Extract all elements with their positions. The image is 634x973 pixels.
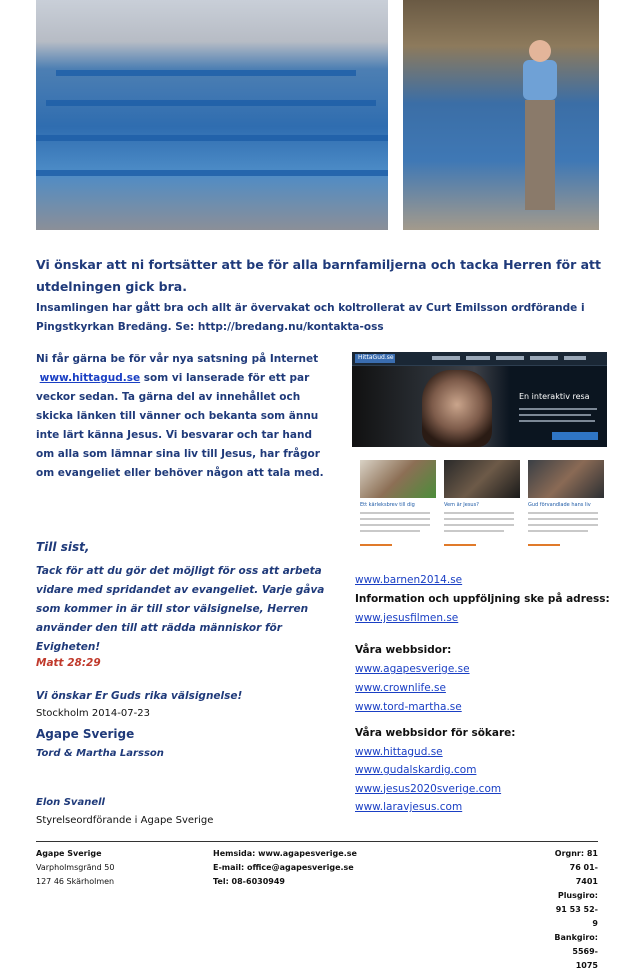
card-text-line bbox=[528, 512, 598, 514]
card-text-line bbox=[360, 530, 420, 532]
closing-line: som kommer in är till stor välsignelse, Herren bbox=[36, 603, 309, 615]
card-image bbox=[444, 460, 520, 498]
warehouse-photo bbox=[36, 0, 388, 230]
man-figure bbox=[523, 60, 557, 100]
prayer-line: inte lärt känna Jesus. Vi besvarar och tar hand bbox=[36, 429, 312, 441]
card-image bbox=[360, 460, 436, 498]
footer-email: E-mail: office@agapesverige.se bbox=[213, 863, 354, 872]
seeker-sites bbox=[355, 724, 515, 817]
crownlife-link[interactable]: www.crownlife.se bbox=[355, 682, 446, 694]
man-in-warehouse-photo bbox=[403, 0, 599, 230]
site-card bbox=[444, 460, 520, 550]
closing-line: Evigheten! bbox=[36, 641, 101, 653]
gudalskardig-link[interactable]: www.gudalskardig.com bbox=[355, 764, 477, 776]
footer-org-name: Agape Sverige bbox=[36, 849, 102, 858]
footer-tel: Tel: 08-6030949 bbox=[213, 877, 285, 886]
footer-divider bbox=[36, 841, 598, 842]
nav-item bbox=[530, 356, 558, 360]
closing-line: vidare med spridandet av evangeliet. Varje gåva bbox=[36, 584, 325, 596]
prayer-line: om evangeliet eller behöver någon att tala med. bbox=[36, 467, 324, 479]
our-sites-title: Våra webbsidor: bbox=[355, 644, 452, 656]
prayer-line: Ni får gärna be för vår nya satsning på Internet bbox=[36, 353, 319, 365]
hittagud-link[interactable]: www.hittagud.se bbox=[39, 372, 141, 384]
shelf-row bbox=[36, 135, 388, 141]
intro-paragraph bbox=[36, 299, 616, 337]
footer-address bbox=[36, 847, 114, 889]
shelf-row bbox=[46, 100, 376, 106]
card-title: Ett kärleksbrev till dig bbox=[360, 502, 415, 508]
man-legs bbox=[525, 100, 555, 210]
chair-title: Styrelseordförande i Agape Sverige bbox=[36, 815, 214, 826]
agapesverige-link[interactable]: www.agapesverige.se bbox=[355, 663, 470, 675]
hero-button bbox=[552, 432, 598, 440]
laravjesus-link[interactable]: www.laravjesus.com bbox=[355, 801, 463, 813]
shelf-row bbox=[36, 170, 388, 176]
main-heading bbox=[36, 254, 606, 298]
hero-text-line bbox=[519, 408, 597, 410]
card-text-line bbox=[444, 524, 514, 526]
card-title: Gud förvandlade hans liv bbox=[528, 502, 591, 508]
footer-orgnr: Orgnr: 81 76 01-7401 bbox=[554, 849, 598, 886]
prayer-line bbox=[36, 369, 336, 388]
hero-text-line bbox=[519, 420, 595, 422]
nav-item bbox=[564, 356, 586, 360]
site-hero bbox=[352, 366, 607, 447]
card-read-more bbox=[360, 544, 392, 546]
closing-line: Tack för att du gör det möjligt för oss att arbeta bbox=[36, 565, 322, 577]
intro-line: Pingstkyrkan Bredäng. Se: http://bredang.nu/kontakta-oss bbox=[36, 321, 384, 333]
links-column bbox=[355, 571, 610, 628]
card-title: Vem är Jesus? bbox=[444, 502, 479, 508]
hittagud-link[interactable]: www.hittagud.se bbox=[355, 745, 443, 758]
card-image bbox=[528, 460, 604, 498]
info-text: Information och uppföljning ske på adress: bbox=[355, 593, 610, 605]
our-sites bbox=[355, 641, 470, 717]
org-name: Agape Sverige bbox=[36, 727, 135, 741]
prayer-line: skicka länken till vänner och bekanta som ännu bbox=[36, 410, 319, 422]
prayer-text: som vi lanserade för ett par bbox=[140, 372, 310, 384]
card-text-line bbox=[360, 518, 430, 520]
card-read-more bbox=[528, 544, 560, 546]
blessing: Vi önskar Er Guds rika välsignelse! bbox=[36, 690, 243, 702]
tord-martha-link[interactable]: www.tord-martha.se bbox=[355, 701, 462, 713]
intro-line: Insamlingen har gått bra och allt är övervakat och koltrollerat av Curt Emilsson ordförande i bbox=[36, 302, 585, 314]
seeker-sites-title: Våra webbsidor för sökare: bbox=[355, 727, 516, 739]
barnen2014-link[interactable]: www.barnen2014.se bbox=[355, 574, 463, 586]
card-text-line bbox=[360, 524, 430, 526]
man-head bbox=[529, 40, 551, 62]
footer-plusgiro: Plusgiro: 91 53 52-9 bbox=[555, 891, 598, 928]
footer-city: 127 46 Skärholmen bbox=[36, 877, 115, 886]
prayer-paragraph bbox=[36, 350, 336, 483]
card-text-line bbox=[444, 512, 514, 514]
place-date: Stockholm 2014-07-23 bbox=[36, 708, 150, 719]
heading-line: utdelningen gick bra. bbox=[36, 279, 187, 294]
chair-name: Elon Svanell bbox=[36, 797, 105, 808]
hero-text-line bbox=[519, 414, 591, 416]
hero-title: En interaktiv resa bbox=[519, 392, 590, 401]
footer-bank bbox=[554, 847, 598, 973]
closing-line: använder den till att rädda människor för bbox=[36, 622, 282, 634]
jesus2020sverige-link[interactable]: www.jesus2020sverige.com bbox=[355, 782, 502, 795]
prayer-line: om alla som lämnar sina liv till Jesus, har frågor bbox=[36, 448, 320, 460]
footer-web: Hemsida: www.agapesverige.se bbox=[213, 849, 357, 858]
closing-title: Till sist, bbox=[36, 540, 90, 554]
footer-street: Varpholmsgränd 50 bbox=[36, 863, 115, 872]
site-card bbox=[528, 460, 604, 550]
nav-item bbox=[432, 356, 460, 360]
prayer-line: veckor sedan. Ta gärna del av innehållet och bbox=[36, 391, 301, 403]
footer-contact bbox=[213, 847, 357, 889]
hero-portrait bbox=[422, 370, 492, 447]
nav-item bbox=[496, 356, 524, 360]
card-text-line bbox=[360, 512, 430, 514]
hittagud-website-preview bbox=[352, 352, 607, 447]
nav-item bbox=[466, 356, 490, 360]
signers: Tord & Martha Larsson bbox=[36, 748, 164, 759]
card-text-line bbox=[444, 518, 514, 520]
site-logo bbox=[355, 354, 395, 363]
footer-bankgiro: Bankgiro: 5569-1075 bbox=[554, 933, 598, 970]
site-logo-text: HittaGud.se bbox=[358, 354, 394, 361]
site-nav-bar bbox=[352, 352, 607, 366]
card-text-line bbox=[444, 530, 504, 532]
shelf-row bbox=[56, 70, 356, 76]
card-text-line bbox=[528, 530, 588, 532]
card-read-more bbox=[444, 544, 476, 546]
bible-verse: Matt 28:29 bbox=[36, 657, 101, 669]
closing-paragraph bbox=[36, 562, 336, 657]
card-text-line bbox=[528, 524, 598, 526]
card-text-line bbox=[528, 518, 598, 520]
site-card bbox=[360, 460, 436, 550]
heading-line: Vi önskar att ni fortsätter att be för alla barnfamiljerna och tacka Herren för att bbox=[36, 257, 602, 272]
jesusfilmen-link[interactable]: www.jesusfilmen.se bbox=[355, 612, 459, 624]
